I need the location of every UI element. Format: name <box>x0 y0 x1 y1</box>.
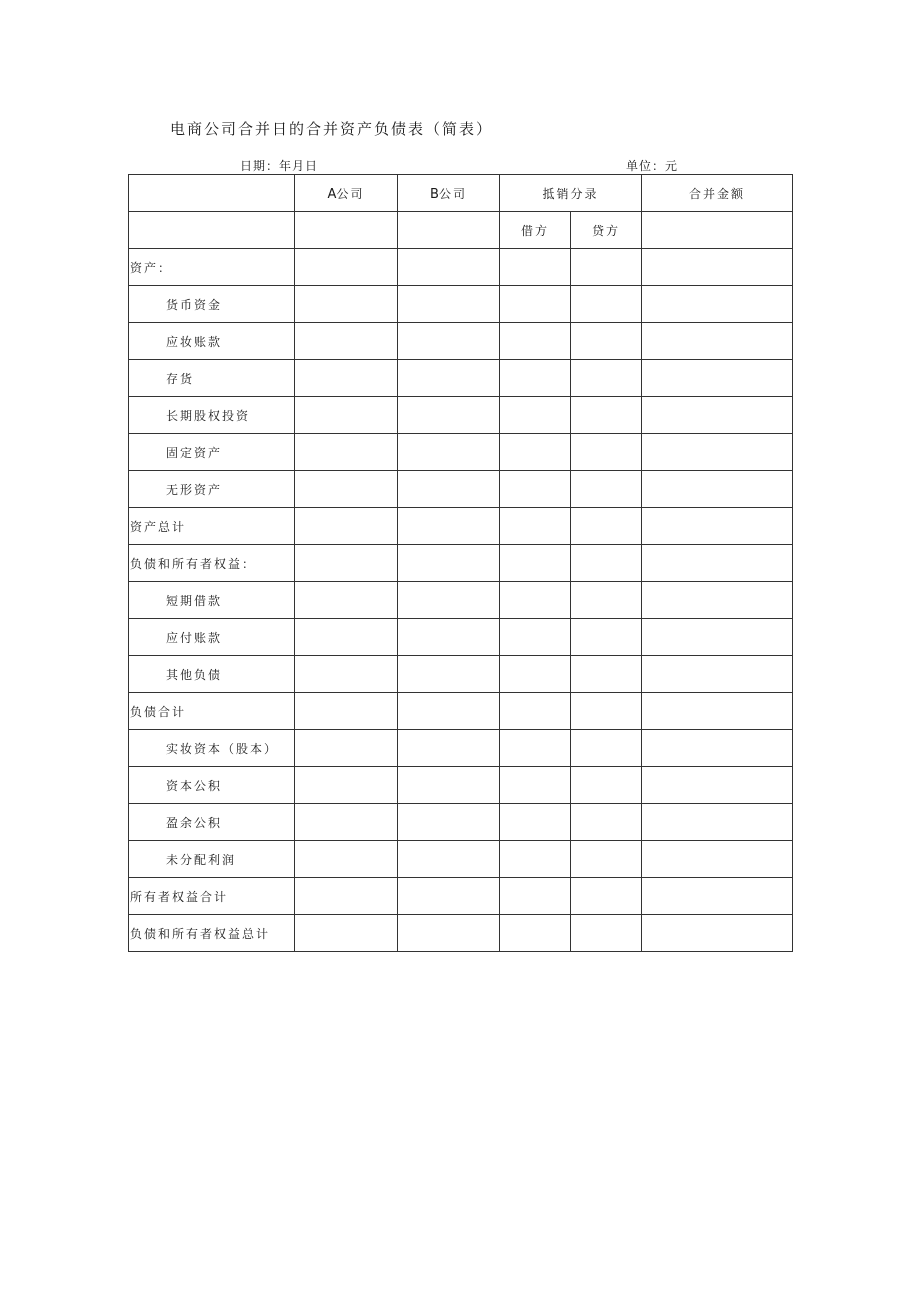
cell-company-b[interactable] <box>398 249 500 286</box>
table-row <box>129 323 793 360</box>
row-label: 负债和所有者权益： <box>129 545 295 582</box>
cell-credit[interactable] <box>571 619 642 656</box>
cell-consolidated[interactable] <box>642 323 793 360</box>
cell-credit[interactable] <box>571 730 642 767</box>
row-label: 未分配利润 <box>129 841 295 878</box>
cell-company-b[interactable] <box>398 878 500 915</box>
row-label: 资产总计 <box>129 508 295 545</box>
cell-debit[interactable] <box>500 545 571 582</box>
cell-debit[interactable] <box>500 582 571 619</box>
cell-debit[interactable] <box>500 508 571 545</box>
row-label: 应付账款 <box>129 619 295 656</box>
row-label: 长期股权投资 <box>129 397 295 434</box>
cell-debit[interactable] <box>500 656 571 693</box>
cell-consolidated[interactable] <box>642 693 793 730</box>
header-debit: 借方 <box>500 212 571 249</box>
cell-debit[interactable] <box>500 434 571 471</box>
cell-debit[interactable] <box>500 878 571 915</box>
row-label: 固定资产 <box>129 434 295 471</box>
row-label: 盈余公积 <box>129 804 295 841</box>
cell-debit[interactable] <box>500 804 571 841</box>
cell-consolidated[interactable] <box>642 397 793 434</box>
company-a-suffix: 公司 <box>336 186 365 201</box>
cell-credit[interactable] <box>571 878 642 915</box>
cell-company-b[interactable] <box>398 434 500 471</box>
cell-consolidated[interactable] <box>642 249 793 286</box>
row-label: 资产： <box>129 249 295 286</box>
header-row-2 <box>129 212 793 249</box>
cell-company-a[interactable] <box>295 397 398 434</box>
table-row <box>129 582 793 619</box>
cell-debit[interactable] <box>500 767 571 804</box>
header-company-a <box>295 175 398 212</box>
row-label: 应妆账款 <box>129 323 295 360</box>
header-elimination: 抵销分录 <box>500 175 642 212</box>
cell-credit[interactable] <box>571 656 642 693</box>
table-row <box>129 841 793 878</box>
table-row <box>129 915 793 952</box>
cell-company-a[interactable] <box>295 656 398 693</box>
cell-debit[interactable] <box>500 323 571 360</box>
cell-consolidated[interactable] <box>642 508 793 545</box>
cell-company-a[interactable] <box>295 841 398 878</box>
cell-credit[interactable] <box>571 360 642 397</box>
row-label: 负债和所有者权益总计 <box>129 915 295 952</box>
cell-debit[interactable] <box>500 249 571 286</box>
header-blank-cell <box>129 175 295 212</box>
cell-company-a[interactable] <box>295 360 398 397</box>
balance-sheet-table <box>128 174 793 952</box>
table-body <box>129 175 793 952</box>
cell-company-b[interactable] <box>398 656 500 693</box>
cell-credit[interactable] <box>571 915 642 952</box>
table-row <box>129 619 793 656</box>
cell-consolidated[interactable] <box>642 841 793 878</box>
company-b-letter: B <box>430 186 439 202</box>
cell-credit[interactable] <box>571 767 642 804</box>
cell-company-b[interactable] <box>398 582 500 619</box>
table-row <box>129 693 793 730</box>
cell-company-b[interactable] <box>398 471 500 508</box>
header-blank-cell <box>642 212 793 249</box>
cell-company-b[interactable] <box>398 915 500 952</box>
cell-consolidated[interactable] <box>642 878 793 915</box>
cell-debit[interactable] <box>500 286 571 323</box>
row-label: 实妆资本（股本） <box>129 730 295 767</box>
cell-credit[interactable] <box>571 508 642 545</box>
cell-company-b[interactable] <box>398 804 500 841</box>
header-blank-cell <box>398 212 500 249</box>
table-row <box>129 471 793 508</box>
table-row <box>129 508 793 545</box>
cell-debit[interactable] <box>500 730 571 767</box>
table-row <box>129 656 793 693</box>
cell-credit[interactable] <box>571 286 642 323</box>
cell-company-b[interactable] <box>398 545 500 582</box>
cell-consolidated[interactable] <box>642 545 793 582</box>
cell-company-a[interactable] <box>295 767 398 804</box>
cell-debit[interactable] <box>500 915 571 952</box>
cell-credit[interactable] <box>571 323 642 360</box>
table-row <box>129 767 793 804</box>
cell-company-a[interactable] <box>295 471 398 508</box>
table-row <box>129 397 793 434</box>
cell-credit[interactable] <box>571 397 642 434</box>
cell-credit[interactable] <box>571 545 642 582</box>
cell-company-a[interactable] <box>295 508 398 545</box>
cell-consolidated[interactable] <box>642 730 793 767</box>
cell-debit[interactable] <box>500 471 571 508</box>
cell-company-b[interactable] <box>398 360 500 397</box>
cell-debit[interactable] <box>500 619 571 656</box>
row-label: 所有者权益合计 <box>129 878 295 915</box>
document-title: 电商公司合并日的合并资产负债表（简表） <box>170 120 494 138</box>
cell-company-a[interactable] <box>295 286 398 323</box>
cell-company-b[interactable] <box>398 323 500 360</box>
cell-company-b[interactable] <box>398 508 500 545</box>
cell-consolidated[interactable] <box>642 767 793 804</box>
cell-debit[interactable] <box>500 841 571 878</box>
header-consolidated: 合并金额 <box>642 175 793 212</box>
header-company-b <box>398 175 500 212</box>
table-row <box>129 545 793 582</box>
cell-company-a[interactable] <box>295 545 398 582</box>
cell-consolidated[interactable] <box>642 471 793 508</box>
cell-company-a[interactable] <box>295 915 398 952</box>
cell-credit[interactable] <box>571 582 642 619</box>
cell-consolidated[interactable] <box>642 582 793 619</box>
cell-company-b[interactable] <box>398 286 500 323</box>
table-row <box>129 360 793 397</box>
cell-consolidated[interactable] <box>642 360 793 397</box>
cell-company-b[interactable] <box>398 767 500 804</box>
table-row <box>129 286 793 323</box>
cell-company-a[interactable] <box>295 249 398 286</box>
cell-company-a[interactable] <box>295 693 398 730</box>
cell-company-a[interactable] <box>295 730 398 767</box>
cell-consolidated[interactable] <box>642 804 793 841</box>
table-row <box>129 249 793 286</box>
header-blank-cell <box>295 212 398 249</box>
cell-consolidated[interactable] <box>642 286 793 323</box>
cell-credit[interactable] <box>571 434 642 471</box>
table-row <box>129 730 793 767</box>
cell-company-b[interactable] <box>398 693 500 730</box>
cell-consolidated[interactable] <box>642 915 793 952</box>
cell-company-a[interactable] <box>295 323 398 360</box>
table-row <box>129 434 793 471</box>
cell-company-b[interactable] <box>398 397 500 434</box>
cell-debit[interactable] <box>500 397 571 434</box>
cell-company-b[interactable] <box>398 730 500 767</box>
header-blank-cell <box>129 212 295 249</box>
header-row-1 <box>129 175 793 212</box>
cell-credit[interactable] <box>571 693 642 730</box>
cell-consolidated[interactable] <box>642 619 793 656</box>
row-label: 无形资产 <box>129 471 295 508</box>
cell-consolidated[interactable] <box>642 656 793 693</box>
cell-company-a[interactable] <box>295 619 398 656</box>
row-label: 货币资金 <box>129 286 295 323</box>
cell-credit[interactable] <box>571 471 642 508</box>
cell-debit[interactable] <box>500 360 571 397</box>
row-label: 其他负债 <box>129 656 295 693</box>
row-label: 存货 <box>129 360 295 397</box>
cell-credit[interactable] <box>571 249 642 286</box>
cell-company-b[interactable] <box>398 619 500 656</box>
cell-credit[interactable] <box>571 841 642 878</box>
cell-company-a[interactable] <box>295 582 398 619</box>
cell-company-b[interactable] <box>398 841 500 878</box>
company-b-suffix: 公司 <box>438 186 467 201</box>
cell-company-a[interactable] <box>295 434 398 471</box>
unit-label: 单位：元 <box>626 159 679 173</box>
table-row <box>129 878 793 915</box>
cell-company-a[interactable] <box>295 878 398 915</box>
company-a-letter: A <box>327 186 337 202</box>
row-label: 短期借款 <box>129 582 295 619</box>
header-credit: 贷方 <box>571 212 642 249</box>
cell-credit[interactable] <box>571 804 642 841</box>
row-label: 负债合计 <box>129 693 295 730</box>
cell-consolidated[interactable] <box>642 434 793 471</box>
date-label: 日期：年月日 <box>240 159 319 173</box>
table-row <box>129 804 793 841</box>
row-label: 资本公积 <box>129 767 295 804</box>
cell-company-a[interactable] <box>295 804 398 841</box>
cell-debit[interactable] <box>500 693 571 730</box>
